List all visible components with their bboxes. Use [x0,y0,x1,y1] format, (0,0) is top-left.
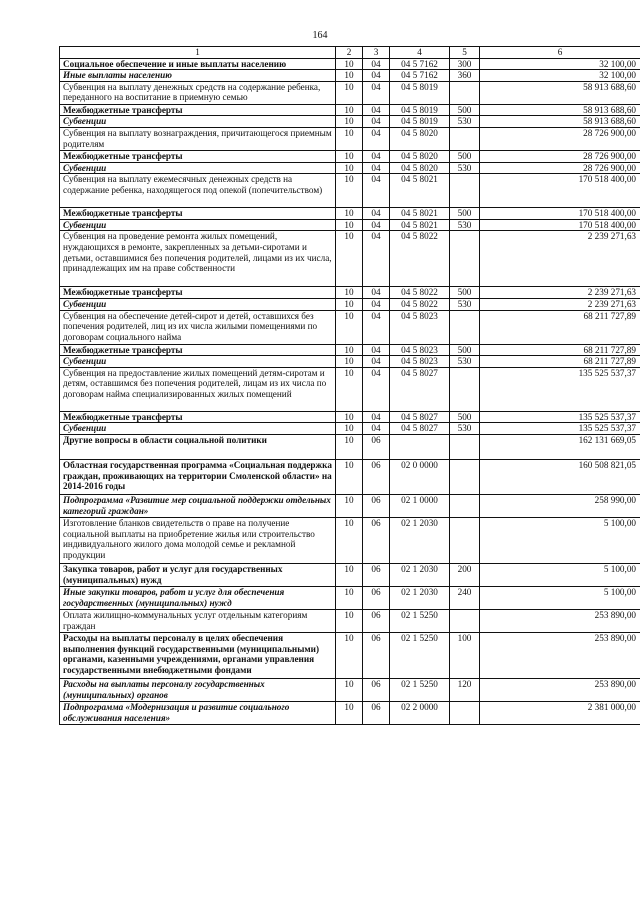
table-row [60,298,640,310]
row-subsection: 04 [363,219,390,231]
budget-table [59,46,640,725]
table-row [60,678,640,701]
row-description: Субвенция на обеспечение детей-сирот и детей, оставшихся без попечения родителей, лиц из их числа жилыми помещениями по договорам социального найма [60,310,336,344]
row-amount: 28 726 900,00 [480,127,640,150]
row-description: Субвенции [60,116,336,128]
row-section: 10 [336,586,363,609]
header-cell: 3 [363,47,390,59]
row-target-code: 04 5 8021 [390,219,450,231]
row-target-code: 04 5 8023 [390,344,450,356]
header-cell: 5 [450,47,480,59]
header-cell: 6 [480,47,640,59]
table-row [60,356,640,368]
row-subsection: 04 [363,344,390,356]
row-description: Межбюджетные трансферты [60,150,336,162]
row-amount: 170 518 400,00 [480,219,640,231]
row-subsection: 04 [363,298,390,310]
row-section: 10 [336,632,363,678]
row-expense-type: 500 [450,287,480,299]
row-amount: 5 100,00 [480,563,640,586]
table-row [60,310,640,344]
row-target-code: 02 1 2030 [390,563,450,586]
row-description: Межбюджетные трансферты [60,287,336,299]
table-row [60,701,640,724]
row-subsection: 06 [363,563,390,586]
row-expense-type [450,127,480,150]
row-target-code: 02 2 0000 [390,701,450,724]
row-description: Изготовление бланков свидетельств о праве на получение социальной выплаты на приобретение жилья или строительство индивидуального жилого дома молодой семье и рекламной продукции [60,517,336,563]
row-amount: 258 990,00 [480,494,640,517]
table-row [60,208,640,220]
table-row [60,104,640,116]
row-subsection: 06 [363,459,390,494]
row-subsection: 04 [363,150,390,162]
row-section: 10 [336,208,363,220]
row-subsection: 06 [363,586,390,609]
row-section: 10 [336,104,363,116]
row-section: 10 [336,459,363,494]
row-target-code: 02 1 5250 [390,632,450,678]
row-subsection: 06 [363,701,390,724]
row-subsection: 04 [363,423,390,435]
row-amount: 68 211 727,89 [480,356,640,368]
row-target-code: 04 5 8020 [390,127,450,150]
row-amount: 160 508 821,05 [480,459,640,494]
row-section: 10 [336,310,363,344]
row-expense-type: 300 [450,58,480,70]
row-target-code: 04 5 8023 [390,310,450,344]
row-subsection: 04 [363,231,390,287]
row-expense-type [450,231,480,287]
row-subsection: 06 [363,517,390,563]
row-description: Субвенции [60,162,336,174]
row-expense-type: 530 [450,356,480,368]
row-amount: 253 890,00 [480,609,640,632]
row-amount: 170 518 400,00 [480,174,640,208]
row-target-code: 04 5 8022 [390,231,450,287]
row-expense-type: 530 [450,219,480,231]
row-expense-type [450,494,480,517]
row-target-code [390,434,450,459]
row-amount: 68 211 727,89 [480,310,640,344]
row-description: Закупка товаров, работ и услуг для государственных (муниципальных) нужд [60,563,336,586]
row-subsection: 04 [363,116,390,128]
row-section: 10 [336,174,363,208]
row-section: 10 [336,162,363,174]
row-section: 10 [336,127,363,150]
table-row [60,367,640,411]
row-section: 10 [336,70,363,82]
row-expense-type [450,517,480,563]
header-cell: 4 [390,47,450,59]
table-row [60,586,640,609]
row-section: 10 [336,287,363,299]
table-row [60,423,640,435]
row-expense-type: 500 [450,411,480,423]
row-subsection: 06 [363,632,390,678]
row-target-code: 02 1 2030 [390,586,450,609]
row-section: 10 [336,434,363,459]
row-target-code: 04 5 8019 [390,81,450,104]
row-subsection: 04 [363,162,390,174]
row-target-code: 04 5 8022 [390,287,450,299]
row-target-code: 04 5 8019 [390,116,450,128]
table-row [60,434,640,459]
row-amount: 68 211 727,89 [480,344,640,356]
table-row [60,411,640,423]
row-expense-type [450,609,480,632]
row-section: 10 [336,219,363,231]
row-subsection: 04 [363,58,390,70]
row-description: Межбюджетные трансферты [60,344,336,356]
row-subsection: 06 [363,494,390,517]
row-section: 10 [336,298,363,310]
row-target-code: 04 5 8019 [390,104,450,116]
row-expense-type: 530 [450,116,480,128]
row-subsection: 04 [363,411,390,423]
row-expense-type [450,459,480,494]
row-section: 10 [336,517,363,563]
row-target-code: 04 5 8027 [390,423,450,435]
row-amount: 135 525 537,37 [480,411,640,423]
row-section: 10 [336,150,363,162]
table-row [60,632,640,678]
table-row [60,609,640,632]
row-section: 10 [336,701,363,724]
row-target-code: 04 5 8022 [390,298,450,310]
row-description: Субвенции [60,356,336,368]
row-expense-type: 530 [450,423,480,435]
table-header-row [60,47,640,59]
row-expense-type: 530 [450,298,480,310]
row-expense-type: 120 [450,678,480,701]
row-expense-type: 100 [450,632,480,678]
row-expense-type [450,81,480,104]
row-amount: 32 100,00 [480,70,640,82]
table-row [60,231,640,287]
table-row [60,162,640,174]
row-subsection: 06 [363,609,390,632]
row-description: Областная государственная программа «Социальная поддержка граждан, проживающих на территории Смоленской области» на 2014-2016 годы [60,459,336,494]
table-row [60,70,640,82]
table-row [60,287,640,299]
row-subsection: 04 [363,70,390,82]
row-amount: 28 726 900,00 [480,150,640,162]
row-description: Субвенции [60,423,336,435]
row-section: 10 [336,356,363,368]
row-target-code: 04 5 8021 [390,174,450,208]
row-expense-type [450,310,480,344]
row-target-code: 04 5 8020 [390,162,450,174]
row-expense-type [450,174,480,208]
row-amount: 253 890,00 [480,632,640,678]
row-section: 10 [336,231,363,287]
row-section: 10 [336,367,363,411]
row-description: Субвенция на выплату ежемесячных денежных средств на содержание ребенка, находящегося под опекой (попечительством) [60,174,336,208]
row-subsection: 04 [363,208,390,220]
row-description: Субвенции [60,298,336,310]
row-description: Расходы на выплаты персоналу в целях обеспечения выполнения функций государственными (муниципальными) органами, казенными учреждениями, органами управления государственными внебюджетными фондами [60,632,336,678]
row-amount: 2 239 271,63 [480,287,640,299]
table-row [60,58,640,70]
row-expense-type: 240 [450,586,480,609]
row-amount: 5 100,00 [480,586,640,609]
row-target-code: 02 1 0000 [390,494,450,517]
row-section: 10 [336,494,363,517]
row-target-code: 02 1 5250 [390,678,450,701]
row-section: 10 [336,344,363,356]
row-amount: 58 913 688,60 [480,104,640,116]
row-expense-type: 500 [450,208,480,220]
row-description: Межбюджетные трансферты [60,208,336,220]
table-row [60,517,640,563]
row-section: 10 [336,678,363,701]
table-row [60,81,640,104]
row-amount: 253 890,00 [480,678,640,701]
row-amount: 2 239 271,63 [480,231,640,287]
header-cell: 1 [60,47,336,59]
table-row [60,174,640,208]
row-description: Подпрограмма «Модернизация и развитие социального обслуживания населения» [60,701,336,724]
row-description: Субвенция на выплату вознаграждения, причитающегося приемным родителям [60,127,336,150]
row-expense-type: 200 [450,563,480,586]
table-row [60,127,640,150]
row-target-code: 04 5 7162 [390,70,450,82]
row-subsection: 04 [363,367,390,411]
row-subsection: 06 [363,678,390,701]
table-row [60,344,640,356]
row-expense-type: 500 [450,104,480,116]
row-description: Субвенция на предоставление жилых помещений детям-сиротам и детям, оставшимся без попечения родителей, лицам из их числа по договорам найма специализированных жилых помещений [60,367,336,411]
row-subsection: 04 [363,174,390,208]
row-section: 10 [336,609,363,632]
row-target-code: 02 0 0000 [390,459,450,494]
row-target-code: 02 1 2030 [390,517,450,563]
row-description: Межбюджетные трансферты [60,411,336,423]
row-description: Иные выплаты населению [60,70,336,82]
table-row [60,219,640,231]
table-row [60,116,640,128]
row-description: Субвенция на проведение ремонта жилых помещений, нуждающихся в ремонте, закрепленных за детьми-сиротами и детьми, оставшимися без попечения родителей, лицами из их числа, принадлежащих им на праве собственности [60,231,336,287]
row-target-code: 02 1 5250 [390,609,450,632]
row-amount: 58 913 688,60 [480,116,640,128]
row-expense-type: 500 [450,150,480,162]
row-amount: 135 525 537,37 [480,367,640,411]
row-subsection: 04 [363,104,390,116]
row-description: Субвенция на выплату денежных средств на содержание ребенка, переданного на воспитание в приемную семью [60,81,336,104]
row-section: 10 [336,81,363,104]
row-description: Социальное обеспечение и иные выплаты населению [60,58,336,70]
row-section: 10 [336,563,363,586]
row-expense-type: 360 [450,70,480,82]
row-amount: 135 525 537,37 [480,423,640,435]
table-row [60,459,640,494]
row-expense-type: 530 [450,162,480,174]
row-target-code: 04 5 8023 [390,356,450,368]
table-row [60,563,640,586]
row-section: 10 [336,423,363,435]
row-description: Иные закупки товаров, работ и услуг для обеспечения государственных (муниципальных) нужд [60,586,336,609]
row-amount: 28 726 900,00 [480,162,640,174]
row-expense-type [450,434,480,459]
row-amount: 2 239 271,63 [480,298,640,310]
row-expense-type [450,701,480,724]
table-row [60,494,640,517]
row-description: Расходы на выплаты персоналу государственных (муниципальных) органов [60,678,336,701]
row-amount: 170 518 400,00 [480,208,640,220]
row-description: Межбюджетные трансферты [60,104,336,116]
row-description: Другие вопросы в области социальной политики [60,434,336,459]
row-amount: 162 131 669,05 [480,434,640,459]
row-amount: 2 381 000,00 [480,701,640,724]
row-subsection: 04 [363,287,390,299]
row-target-code: 04 5 8027 [390,411,450,423]
row-subsection: 04 [363,81,390,104]
row-target-code: 04 5 8020 [390,150,450,162]
row-description: Субвенции [60,219,336,231]
row-target-code: 04 5 7162 [390,58,450,70]
row-amount: 58 913 688,60 [480,81,640,104]
row-subsection: 04 [363,310,390,344]
row-expense-type [450,367,480,411]
header-cell: 2 [336,47,363,59]
row-description: Подпрограмма «Развитие мер социальной поддержки отдельных категорий граждан» [60,494,336,517]
row-section: 10 [336,58,363,70]
row-target-code: 04 5 8021 [390,208,450,220]
row-section: 10 [336,411,363,423]
table-row [60,150,640,162]
row-amount: 5 100,00 [480,517,640,563]
row-target-code: 04 5 8027 [390,367,450,411]
row-subsection: 04 [363,356,390,368]
row-amount: 32 100,00 [480,58,640,70]
row-section: 10 [336,116,363,128]
row-expense-type: 500 [450,344,480,356]
row-subsection: 04 [363,127,390,150]
row-subsection: 06 [363,434,390,459]
row-description: Оплата жилищно-коммунальных услуг отдельным категориям граждан [60,609,336,632]
page-number: 164 [312,30,328,41]
